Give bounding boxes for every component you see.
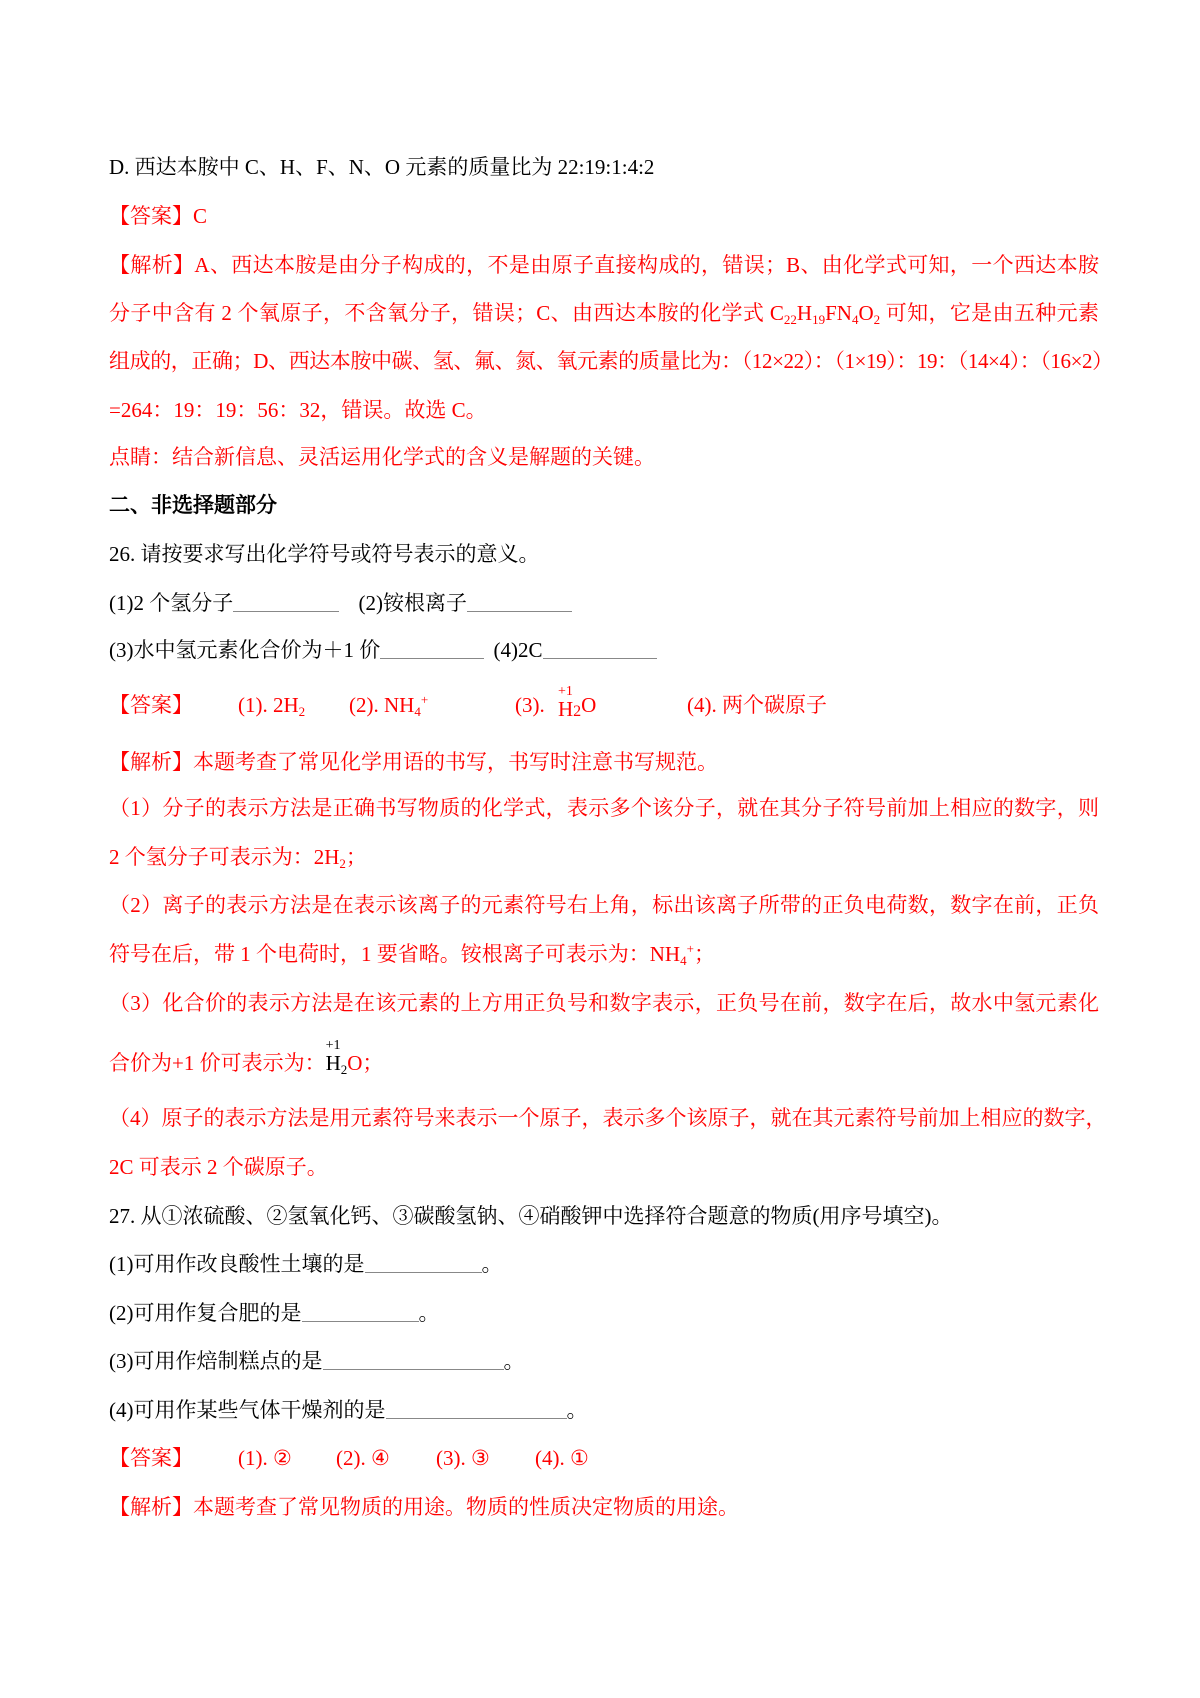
- answer-blank[interactable]: [302, 1301, 419, 1322]
- q26-explain-4-line-2: 2C 可表示 2 个碳原子。: [109, 1155, 328, 1179]
- q26-stem: 26. 请按要求写出化学符号或符号表示的意义。: [109, 542, 540, 566]
- q26-explain-2-line-2: 符号在后，带 1 个电荷时，1 要省略。铵根离子可表示为：$NH_4^+$；: [109, 941, 715, 968]
- section-title: 二、非选择题部分: [109, 493, 277, 517]
- q26-explain-1-line-1: （1）分子的表示方法是正确书写物质的化学式，表示多个该分子，就在其分子符号前加上相应的数字，则: [109, 796, 1099, 820]
- answer-2: (2). $NH_4^+$: [349, 692, 429, 719]
- answer-3-valence-formula: +1 H2O: [558, 684, 597, 721]
- answer-4: (4). ①: [535, 1446, 589, 1470]
- q26-answer: [109, 684, 1109, 722]
- answer-label: 【答案】: [109, 204, 193, 228]
- q25-tip: 点睛：结合新信息、灵活运用化学式的含义是解题的关键。: [109, 445, 655, 469]
- q26-part-4: (4)2C: [493, 638, 543, 662]
- q27-stem: 27. 从①浓硫酸、②氢氧化钙、③碳酸氢钠、④硝酸钾中选择符合题意的物质(用序号填空)。: [109, 1204, 953, 1228]
- answer-blank[interactable]: [543, 638, 657, 659]
- answer-blank[interactable]: [365, 1252, 482, 1273]
- answer-label: 【答案】: [109, 1446, 193, 1470]
- answer-label: 【答案】: [109, 693, 193, 717]
- answer-blank[interactable]: [386, 1398, 567, 1419]
- q26-explain-4-line-1: （4）原子的表示方法是用元素符号来表示一个原子，表示多个该原子，就在其元素符号前加上相应的数字，: [109, 1106, 1107, 1130]
- analysis-text: A、西达本胺是由分子构成的，不是由原子直接构成的，错误；B、由化学式可知，一个西达本胺: [194, 253, 1100, 277]
- answer-4: (4). 两个碳原子: [687, 693, 827, 717]
- answer-value: C: [193, 204, 208, 228]
- answer-2: (2). ④: [336, 1446, 390, 1470]
- answer-3: (3). ③: [436, 1446, 490, 1470]
- answer-blank[interactable]: [323, 1349, 504, 1370]
- q26-part-1: (1)2 个氢分子: [109, 591, 234, 615]
- answer-1: (1). $2H_2$: [238, 693, 306, 719]
- q25-analysis-line-1: [109, 252, 1099, 278]
- q27-analysis: 【解析】本题考查了常见物质的用途。物质的性质决定物质的用途。: [109, 1495, 739, 1519]
- q27-answer: [109, 1445, 1109, 1475]
- answer-1: (1). ②: [238, 1446, 292, 1470]
- analysis-text: 可知，它是由五种元素: [880, 301, 1099, 325]
- q26-explain-3-line-1: （3）化合价的表示方法是在该元素的上方用正负号和数字表示，正负号在前，数字在后，故水中氢元素化: [109, 991, 1099, 1015]
- chemical-formula: $C_{22}H_{19}FN_4O_2$: [769, 301, 881, 327]
- q25-analysis-line-2: [109, 300, 1099, 326]
- option-d: D. 西达本胺中 C、H、F、N、O 元素的质量比为 22:19:1:4:2: [109, 155, 655, 179]
- answer-blank[interactable]: [467, 591, 572, 612]
- q26-explain-2-line-1: （2）离子的表示方法是在表示该离子的元素符号右上角，标出该离子所带的正负电荷数，数字在前，正负: [109, 893, 1099, 917]
- q27-part-3: (3)可用作焙制糕点的是 。: [109, 1349, 525, 1373]
- q26-parts-1-2: [109, 590, 572, 616]
- analysis-label: 【解析】: [109, 253, 195, 277]
- answer-blank[interactable]: [233, 591, 339, 612]
- q26-explain-3-line-2: 合价为+1 价可表示为： +1 $H_2O$；: [109, 1038, 384, 1077]
- q26-parts-3-4: [109, 637, 657, 663]
- q27-part-4: (4)可用作某些气体干燥剂的是 。: [109, 1398, 588, 1422]
- answer-3-label: (3).: [515, 693, 545, 717]
- q25-answer: [109, 203, 207, 229]
- q25-analysis-line-4: =264：19：19：56：32，错误。故选 C。: [109, 398, 487, 422]
- q27-part-1: (1)可用作改良酸性土壤的是 。: [109, 1252, 503, 1276]
- q26-part-2: (2)铵根离子: [358, 591, 467, 615]
- q26-part-3: (3)水中氢元素化合价为＋1 价: [109, 638, 381, 662]
- q26-analysis-intro: 【解析】本题考查了常见化学用语的书写，书写时注意书写规范。: [109, 750, 718, 774]
- q26-explain-1-line-2: 2 个氢分子可表示为：$2H_2$；: [109, 845, 367, 871]
- answer-blank[interactable]: [380, 638, 484, 659]
- q25-analysis-line-3: 组成的，正确；D、西达本胺中碳、氢、氟、氮、氧元素的质量比为：（12×22）：（1×19）：19：（14×4）：（16×2）: [109, 349, 1113, 373]
- analysis-text: 分子中含有 2 个氧原子，不含氧分子，错误；C、由西达本胺的化学式: [109, 301, 770, 325]
- q27-part-2: (2)可用作复合肥的是 。: [109, 1301, 440, 1325]
